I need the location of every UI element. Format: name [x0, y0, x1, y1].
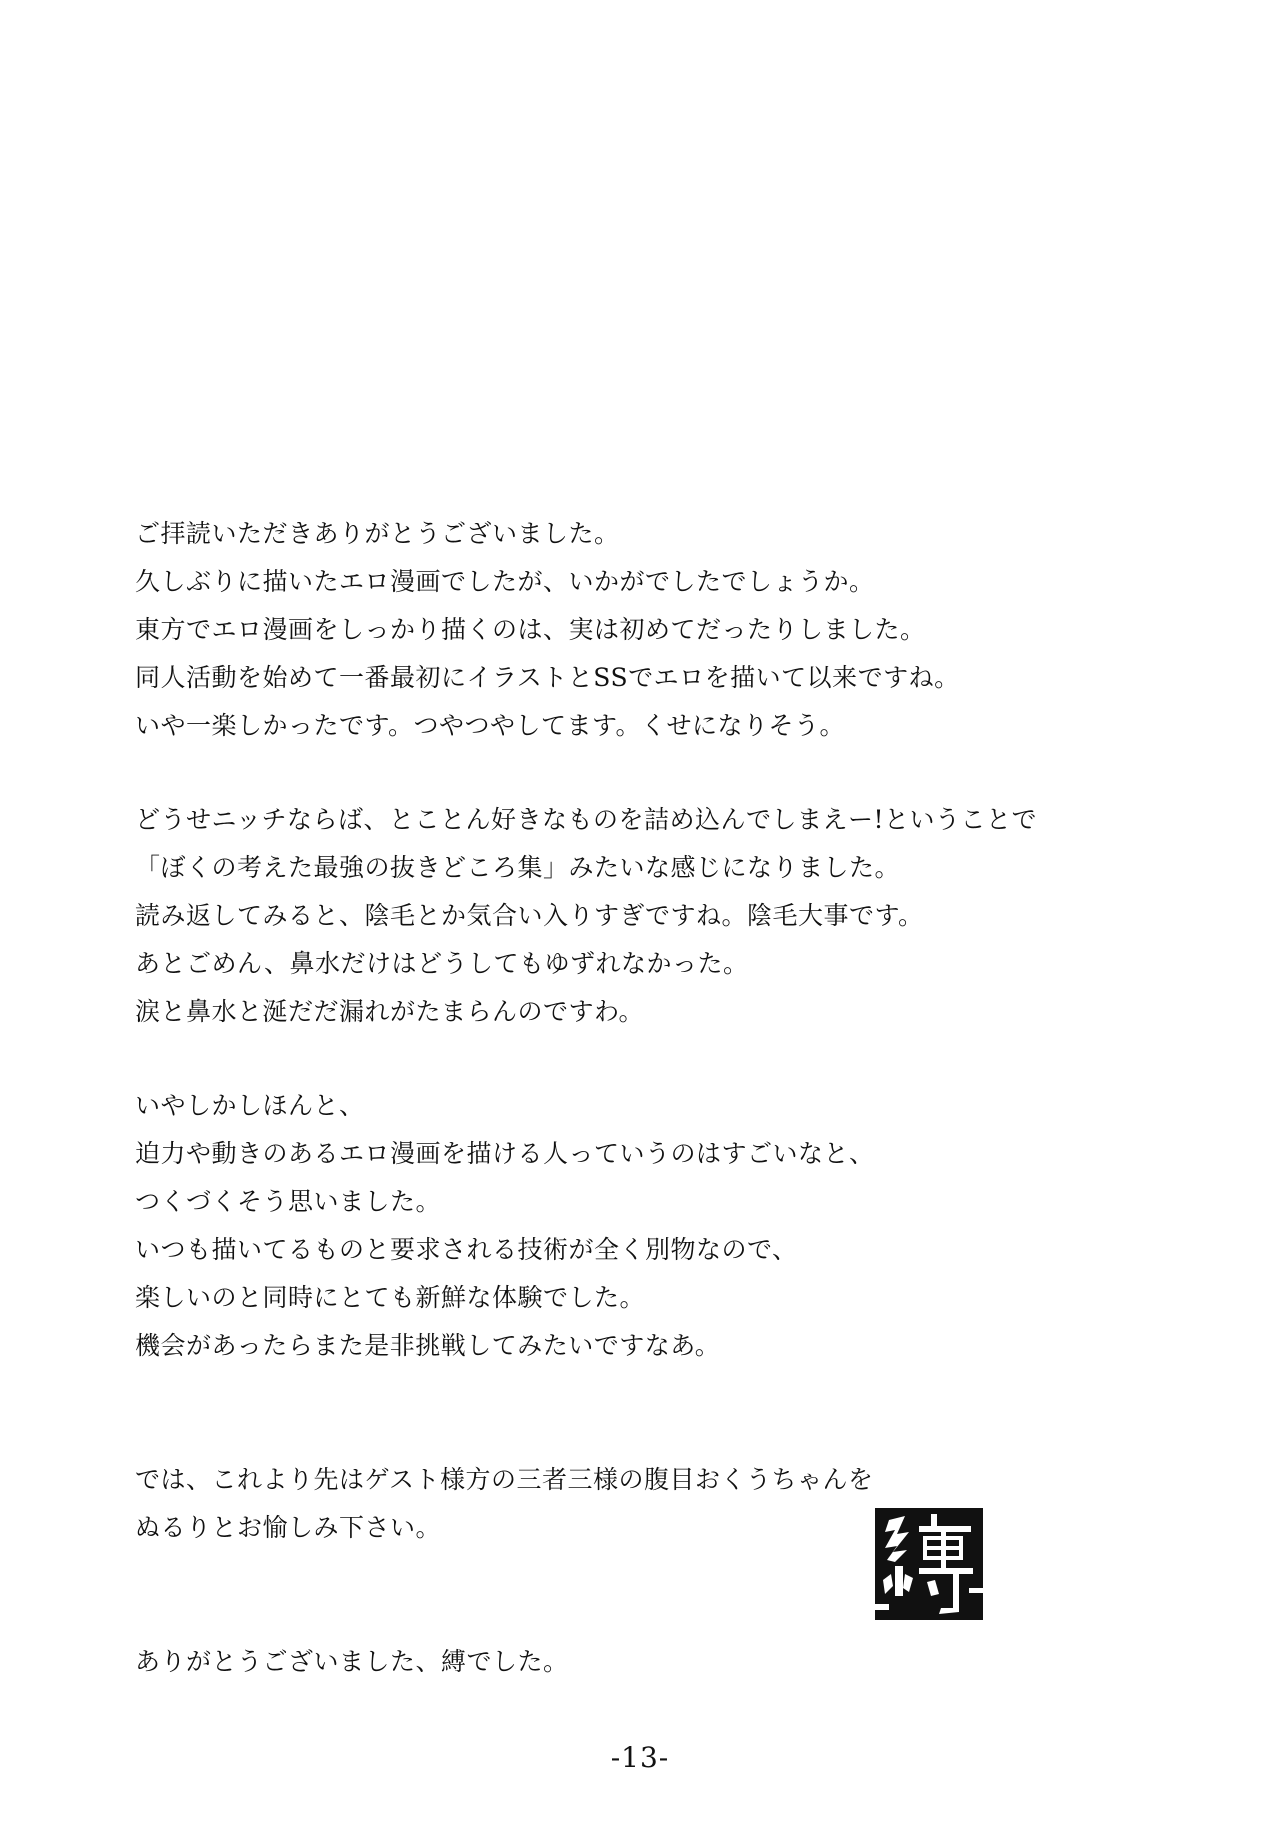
- text-line: 「ぼくの考えた最強の抜きどころ集」みたいな感じになりました。: [135, 853, 901, 882]
- text-line: では、これより先はゲスト様方の三者三様の腹目おくうちゃんを: [135, 1465, 874, 1494]
- text-line: 機会があったらまた是非挑戦してみたいですなあ。: [135, 1331, 721, 1360]
- text-line: 東方でエロ漫画をしっかり描くのは、実は初めてだったりしました。: [135, 615, 926, 644]
- text-line: 涙と鼻水と涎だだ漏れがたまらんのですわ。: [135, 997, 645, 1026]
- text-line: つくづくそう思いました。: [135, 1187, 442, 1216]
- text-line: 同人活動を始めて一番最初にイラストとSSでエロを描いて以来ですね。: [135, 663, 960, 692]
- text-line: ぬるりとお愉しみ下さい。: [135, 1513, 442, 1542]
- paragraph-closing: [135, 1638, 1035, 1686]
- text-line: 迫力や動きのあるエロ漫画を描ける人っていうのはすごいなと、: [135, 1139, 875, 1168]
- text-line: いつも描いてるものと要求される技術が全く別物なので、: [135, 1235, 798, 1264]
- signature-seal-icon: [875, 1508, 983, 1620]
- paragraph-reflection: [135, 1082, 1035, 1370]
- text-line: どうせニッチならば、とことん好きなものを詰め込んでしまえー!ということで: [135, 805, 1038, 834]
- text-line: ありがとうございました、縛でした。: [135, 1647, 569, 1676]
- text-line: 久しぶりに描いたエロ漫画でしたが、いかがでしたでしょうか。: [135, 567, 875, 596]
- text-line: ご拝読いただきありがとうございました。: [135, 519, 620, 548]
- page-number: -13-: [610, 1741, 670, 1774]
- text-line: 読み返してみると、陰毛とか気合い入りすぎですね。陰毛大事です。: [135, 901, 924, 930]
- text-line: いやしかしほんと、: [135, 1091, 365, 1120]
- paragraph-niche: [135, 796, 1038, 1036]
- text-line: あとごめん、鼻水だけはどうしてもゆずれなかった。: [135, 949, 749, 978]
- text-line: 楽しいのと同時にとても新鮮な体験でした。: [135, 1283, 646, 1312]
- text-line: いや一楽しかったです。つやつやしてます。くせになりそう。: [135, 711, 846, 740]
- paragraph-thanks: [135, 510, 1035, 750]
